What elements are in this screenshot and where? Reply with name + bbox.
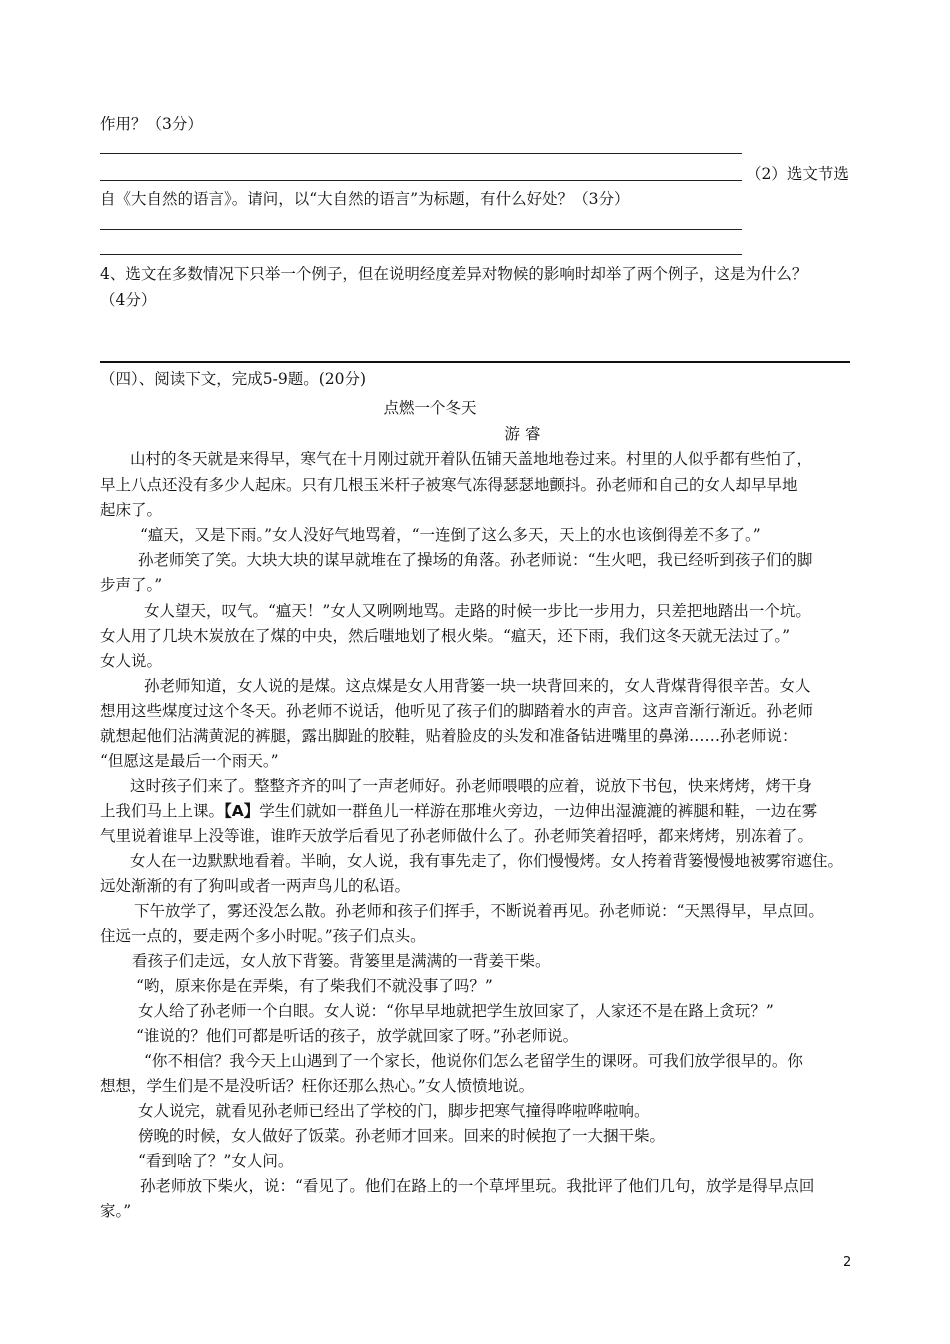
q4-line-2: （4分） <box>100 291 157 309</box>
passage-author: 游 睿 <box>504 425 541 443</box>
passage-line: 女人说完，就看见孙老师已经出了学校的门，脚步把寒气撞得哗啦哗啦响。 <box>138 1102 650 1120</box>
answer-line <box>100 229 742 230</box>
passage-line: 傍晚的时候，女人做好了饭菜。孙老师才回来。回来的时候抱了一大捆干柴。 <box>138 1127 666 1145</box>
passage-title: 点燃一个冬天 <box>383 399 477 417</box>
marker-a: 【A】 <box>224 802 260 820</box>
page-number: 2 <box>843 1255 852 1270</box>
passage-line: 步声了。” <box>100 576 163 594</box>
passage-line: “但愿这是最后一个雨天。” <box>100 752 279 770</box>
q4-line-1: 4、选文在多数情况下只举一个例子，但在说明经度差异对物候的影响时却举了两个例子，这是为什么？ <box>100 265 808 283</box>
passage-line: 这时孩子们来了。整整齐齐的叫了一声老师好。孙老师喂喂的应着，说放下书包，快来烤烤，烤干身 <box>130 777 813 795</box>
passage-text: 上我们马上上课。 <box>100 802 225 820</box>
passage-line: 看孩子们走远，女人放下背篓。背篓里是满满的一背姜干柴。 <box>132 952 551 970</box>
section-heading: （四）、阅读下文，完成5-9题。(20分) <box>100 370 367 388</box>
passage-line: 女人说。 <box>100 652 163 670</box>
q3-2-prefix: （2）选文节选 <box>746 165 849 183</box>
passage-line: “看到啥了？”女人问。 <box>138 1152 294 1170</box>
passage-line: 想用这些煤度过这个冬天。孙老师不说话，他听见了孩子们的脚踏着水的声音。这声音渐行渐近。孙老师 <box>100 702 814 720</box>
passage-line: 女人在一边默默地看着。半晌，女人说，我有事先走了，你们慢慢烤。女人挎着背篓慢慢地被雾帘遮住。 <box>130 852 844 870</box>
q3-2-text: 自《大自然的语言》。请问，以“大自然的语言”为标题，有什么好处？（3分） <box>100 190 630 208</box>
passage-line: 住远一点的，要走两个多小时呢。”孩子们点头。 <box>100 927 426 945</box>
passage-line: 家。” <box>100 1202 132 1220</box>
passage-line: 女人用了几块木炭放在了煤的中央，然后嗤地划了根火柴。“瘟天，还下雨，我们这冬天就无法过了。” <box>100 627 791 645</box>
passage-line: 起床了。 <box>100 501 163 519</box>
passage-line: 孙老师笑了笑。大块大块的谋早就堆在了操场的角落。孙老师说：“生火吧，我已经听到孩子们的脚 <box>138 551 813 569</box>
passage-line: 想想，学生们是不是没听话？枉你还那么热心。”女人愤愤地说。 <box>100 1077 535 1095</box>
passage-line: 孙老师放下柴火，说：“看见了。他们在路上的一个草坪里玩。我批评了他们几句，放学是得早点回 <box>140 1177 815 1195</box>
passage-line: 下午放学了，雾还没怎么散。孙老师和孩子们挥手，不断说着再见。孙老师说：“天黑得早，早点回。 <box>134 902 824 920</box>
section-divider <box>100 361 850 363</box>
passage-line: 女人给了孙老师一个白眼。女人说：“你早早地就把学生放回家了，人家还不是在路上贪玩？” <box>138 1002 774 1020</box>
passage-line: 早上八点还没有多少人起床。只有几根玉米杆子被寒气冻得瑟瑟地颤抖。孙老师和自己的女人却早早地 <box>100 476 798 494</box>
passage-line: 山村的冬天就是来得早，寒气在十月刚过就开着队伍铺天盖地地卷过来。村里的人似乎都有些怕了， <box>130 450 813 468</box>
passage-line: 气里说着谁早上没等谁，谁昨天放学后看见了孙老师做什么了。孙老师笑着招呼，都来烤烤，别冻着了。 <box>100 827 814 845</box>
answer-line <box>100 254 742 255</box>
passage-line: “谁说的？他们可都是听话的孩子，放学就回家了呀。”孙老师说。 <box>136 1027 579 1045</box>
passage-line: “瘟天，又是下雨。”女人没好气地骂着，“一连倒了这么多天，天上的水也该倒得差不多了。” <box>140 526 761 544</box>
passage-line: “你不相信？我今天上山遇到了一个家长，他说你们怎么老留学生的课呀。可我们放学很早的。你 <box>144 1052 803 1070</box>
answer-line <box>100 180 742 181</box>
answer-line <box>100 153 742 154</box>
passage-line: 就想起他们沾满黄泥的裤腿，露出脚趾的胶鞋，贴着脸皮的头发和准备钻进嘴里的鼻涕……孙老师说： <box>100 727 798 745</box>
passage-text: 学生们就如一群鱼儿一样游在那堆火旁边，一边伸出湿漉漉的裤腿和鞋，一边在雾 <box>259 802 818 820</box>
passage-line: 女人望天，叹气。“瘟天！”女人又咧咧地骂。走路的时候一步比一步用力，只差把地踏出一个坑。 <box>144 602 811 620</box>
passage-line: 孙老师知道，女人说的是煤。这点煤是女人用背篓一块一块背回来的，女人背煤背得很辛苦。女人 <box>144 677 811 695</box>
passage-line: 远处渐渐的有了狗叫或者一两声鸟儿的私语。 <box>100 877 411 895</box>
passage-line: “哟，原来你是在弄柴，有了柴我们不就没事了吗？” <box>136 977 493 995</box>
q3-1-tail: 作用？（3分） <box>100 115 203 133</box>
passage-line-with-marker <box>100 801 817 821</box>
